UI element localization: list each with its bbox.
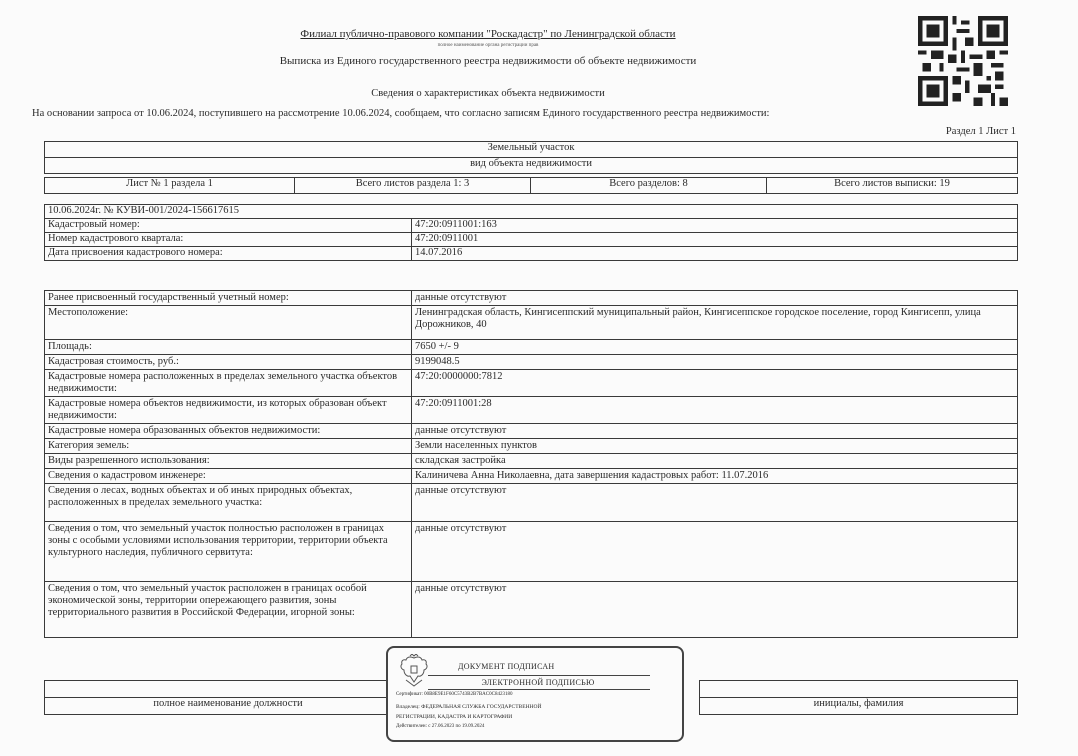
object-type-caption: вид объекта недвижимости <box>45 158 1018 174</box>
stamp-owner-line1: Владелец: ФЕДЕРАЛЬНАЯ СЛУЖБА ГОСУДАРСТВЕННОЙ <box>396 704 542 710</box>
stamp-validity: Действителен: с 27.06.2023 по 19.09.2024 <box>396 724 485 729</box>
table-row <box>45 454 1018 469</box>
organization-caption: полное наименование органа регистрации прав <box>437 43 539 48</box>
row-label: Кадастровая стоимость, руб.: <box>45 355 412 370</box>
row-label: Кадастровые номера объектов недвижимости, из которых образован объект недвижимости: <box>45 397 412 424</box>
row-label: Кадастровые номера расположенных в пределах земельного участка объектов недвижимости: <box>45 370 412 397</box>
row-label: Кадастровые номера образованных объектов недвижимости: <box>45 424 412 439</box>
table-row <box>45 439 1018 454</box>
row-value: складская застройка <box>412 454 1018 469</box>
table-row <box>45 340 1018 355</box>
row-value: данные отсутствуют <box>412 582 1018 638</box>
row-value: 47:20:0911001:28 <box>412 397 1018 424</box>
sections-total: Всего разделов: 8 <box>531 178 767 194</box>
row-value: 47:20:0000000:7812 <box>412 370 1018 397</box>
stamp-line1: ДОКУМЕНТ ПОДПИСАН <box>458 662 555 671</box>
request-basis-text: На основании запроса от 10.06.2024, поступившего на рассмотрение 10.06.2024, сообщаем, что согласно записям Единого государственного реестра недвижимости: <box>32 108 770 119</box>
table-row <box>45 397 1018 424</box>
object-type-table <box>44 141 1018 194</box>
organization-name: Филиал публично-правового компании "Роскадастр" по Ленинградской области <box>300 28 676 40</box>
table-row <box>45 484 1018 522</box>
sheet-number: Лист № 1 раздела 1 <box>45 178 295 194</box>
row-label: Сведения о лесах, водных объектах и об иных природных объектах, расположенных в пределах земельного участка: <box>45 484 412 522</box>
table-row <box>45 355 1018 370</box>
row-value: 14.07.2016 <box>412 247 1018 261</box>
table-row <box>45 370 1018 397</box>
table-row <box>45 233 1018 247</box>
row-value: Ленинградская область, Кингисеппский муниципальный район, Кингисеппское городское поселение, город Кингисепп, улица Дорожников, 40 <box>412 306 1018 340</box>
stamp-line2: ЭЛЕКТРОННОЙ ПОДПИСЬЮ <box>481 678 595 687</box>
row-label: Ранее присвоенный государственный учетный номер: <box>45 291 412 306</box>
row-value: данные отсутствуют <box>412 484 1018 522</box>
extract-number: 10.06.2024г. № КУВИ-001/2024-156617615 <box>45 205 1018 219</box>
row-value: Калиничева Анна Николаевна, дата завершения кадастровых работ: 11.07.2016 <box>412 469 1018 484</box>
basic-info-table <box>44 204 1018 261</box>
stamp-owner-line2: РЕГИСТРАЦИИ, КАДАСТРА И КАРТОГРАФИИ <box>396 714 513 720</box>
row-label: Площадь: <box>45 340 412 355</box>
name-caption: инициалы, фамилия <box>700 698 1018 715</box>
row-value: данные отсутствуют <box>412 522 1018 582</box>
row-label: Номер кадастрового квартала: <box>45 233 412 247</box>
row-value: данные отсутствуют <box>412 291 1018 306</box>
stamp-certificate: Сертификат: 00B8E9E1F60C5743B2B7BAC0C8423180 <box>396 692 513 697</box>
row-label: Сведения о том, что земельный участок полностью расположен в границах зоны с особыми условиями использования территории, территории объекта культурного наследия, публичного сервитута: <box>45 522 412 582</box>
table-row <box>45 582 1018 638</box>
row-label: Сведения о кадастровом инженере: <box>45 469 412 484</box>
row-value: Земли населенных пунктов <box>412 439 1018 454</box>
row-value: 47:20:0911001 <box>412 233 1018 247</box>
table-row <box>45 291 1018 306</box>
section-sheets-total: Всего листов раздела 1: 3 <box>295 178 531 194</box>
table-row <box>45 522 1018 582</box>
position-caption: полное наименование должности <box>45 698 412 715</box>
table-row <box>45 306 1018 340</box>
object-type: Земельный участок <box>45 142 1018 158</box>
row-label: Виды разрешенного использования: <box>45 454 412 469</box>
characteristics-table <box>44 290 1018 638</box>
row-label: Сведения о том, что земельный участок расположен в границах особой экономической зоны, территории опережающего развития, зоны территориального развития в Российской Федерации, игорной зоны: <box>45 582 412 638</box>
table-row <box>45 247 1018 261</box>
table-row <box>45 469 1018 484</box>
coat-of-arms-icon <box>398 654 430 688</box>
row-label: Дата присвоения кадастрового номера: <box>45 247 412 261</box>
row-value: 9199048.5 <box>412 355 1018 370</box>
row-value: 47:20:0911001:163 <box>412 219 1018 233</box>
document-title: Выписка из Единого государственного реестра недвижимости об объекте недвижимости <box>279 55 697 67</box>
row-label: Кадастровый номер: <box>45 219 412 233</box>
section-title: Сведения о характеристиках объекта недвижимости <box>371 88 605 99</box>
row-value: 7650 +/- 9 <box>412 340 1018 355</box>
section-sheet-label: Раздел 1 Лист 1 <box>945 126 1016 137</box>
table-row <box>45 424 1018 439</box>
sheets-total: Всего листов выписки: 19 <box>767 178 1018 194</box>
electronic-signature-stamp <box>386 646 684 742</box>
row-label: Местоположение: <box>45 306 412 340</box>
table-row <box>45 219 1018 233</box>
row-value: данные отсутствуют <box>412 424 1018 439</box>
row-label: Категория земель: <box>45 439 412 454</box>
